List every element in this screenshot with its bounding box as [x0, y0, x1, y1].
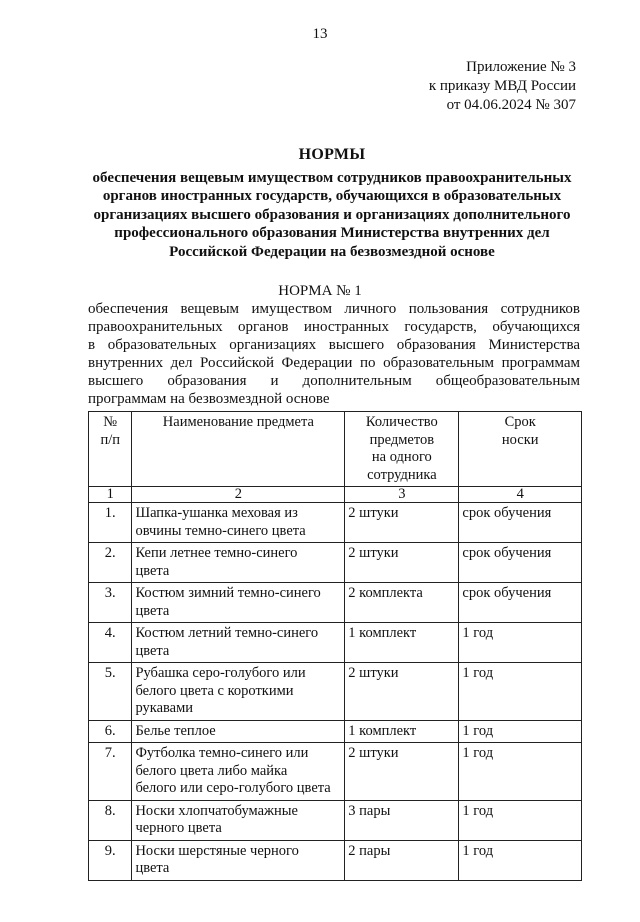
header-name — [132, 412, 345, 487]
items-table — [88, 411, 582, 881]
header-text: № — [103, 414, 118, 430]
item-name-line: Рубашка серо-голубого или — [135, 665, 306, 681]
header-qty — [345, 412, 459, 487]
document-title — [84, 146, 580, 261]
row-number: 9. — [89, 840, 132, 880]
header-text: Срок — [504, 414, 536, 430]
column-number: 4 — [459, 487, 582, 503]
item-term: 1 год — [459, 743, 582, 801]
item-name-line: белого цвета с короткими — [135, 682, 294, 699]
item-term: срок обучения — [459, 503, 582, 543]
item-quantity: 1 комплект — [345, 720, 459, 743]
norm-line: в образовательных организациях высшего образования Министерства — [88, 337, 580, 353]
title-line: организациях высшего образования и организациях дополнительного — [93, 206, 571, 223]
item-quantity: 2 комплекта — [345, 583, 459, 623]
column-number-row — [89, 487, 582, 503]
norm-description — [88, 300, 580, 408]
item-name-line: белого цвета либо майка — [135, 762, 288, 779]
item-name — [132, 623, 345, 663]
item-name — [132, 583, 345, 623]
title-line: органов иностранных государств, обучающихся в образовательных — [102, 188, 562, 204]
table-row — [89, 623, 582, 663]
norm-line: высшего образования и дополнительным общеобразовательным — [88, 373, 580, 389]
header-text: на одного — [371, 449, 432, 465]
item-term: срок обучения — [459, 543, 582, 583]
header-num — [89, 412, 132, 487]
item-name-line: цвета — [135, 642, 170, 659]
norm-line: программам на безвозмездной основе — [88, 391, 330, 407]
item-name — [132, 503, 345, 543]
title-line: Российской Федерации на безвозмездной основе — [169, 243, 495, 260]
item-name-line: белого или серо-голубого цвета — [135, 780, 331, 796]
header-term — [459, 412, 582, 487]
item-name — [132, 663, 345, 721]
table-header-row — [89, 412, 582, 487]
item-term: 1 год — [459, 720, 582, 743]
item-name — [132, 800, 345, 840]
column-number: 2 — [132, 487, 345, 503]
item-name-line: овчины темно-синего цвета — [135, 522, 306, 539]
item-quantity: 3 пары — [345, 800, 459, 840]
row-number: 2. — [89, 543, 132, 583]
row-number: 7. — [89, 743, 132, 801]
row-number: 8. — [89, 800, 132, 840]
header-text: Наименование предмета — [162, 414, 314, 430]
appendix-line: к приказу МВД России — [428, 78, 576, 94]
table-row — [89, 743, 582, 801]
item-term: 1 год — [459, 840, 582, 880]
header-text: сотрудника — [367, 466, 437, 483]
header-text: предметов — [369, 431, 435, 448]
norm-line: обеспечения вещевым имуществом личного пользования сотрудников — [88, 301, 580, 317]
norm-line: правоохранительных органов иностранных государств, обучающихся — [88, 319, 580, 335]
title-line: профессионального образования Министерства внутренних дел — [114, 225, 550, 241]
item-quantity: 2 штуки — [345, 543, 459, 583]
row-number: 3. — [89, 583, 132, 623]
item-name-line: цвета — [135, 602, 170, 619]
item-name-line: цвета — [135, 562, 170, 579]
header-text: п/п — [100, 431, 120, 448]
item-name-line: черного цвета — [135, 820, 222, 836]
row-number: 1. — [89, 503, 132, 543]
page-number: 13 — [312, 26, 328, 42]
appendix-line: Приложение № 3 — [466, 59, 576, 75]
item-name — [132, 543, 345, 583]
item-name — [132, 720, 345, 743]
item-quantity: 2 штуки — [345, 663, 459, 721]
title-heading: НОРМЫ — [298, 146, 366, 163]
table-row — [89, 543, 582, 583]
item-quantity: 1 комплект — [345, 623, 459, 663]
title-line: обеспечения вещевым имуществом сотрудников правоохранительных — [92, 169, 572, 186]
table-row — [89, 840, 582, 880]
item-term: 1 год — [459, 623, 582, 663]
appendix-line: от 04.06.2024 № 307 — [446, 97, 576, 113]
row-number: 6. — [89, 720, 132, 743]
table-row — [89, 503, 582, 543]
item-name-line: Белье теплое — [135, 722, 216, 739]
row-number: 4. — [89, 623, 132, 663]
item-quantity: 2 штуки — [345, 503, 459, 543]
item-name-line: Шапка-ушанка меховая из — [135, 505, 298, 521]
norm-title: НОРМА № 1 — [278, 283, 362, 299]
column-number: 3 — [345, 487, 459, 503]
item-name-line: Костюм летний темно-синего — [135, 625, 319, 641]
item-name — [132, 743, 345, 801]
item-quantity: 2 пары — [345, 840, 459, 880]
table-row — [89, 663, 582, 721]
row-number: 5. — [89, 663, 132, 721]
norm-line: внутренних дел Российской Федерации по образовательным программам — [88, 355, 580, 371]
item-name-line: Футболка темно-синего или — [135, 745, 309, 761]
table-row — [89, 720, 582, 743]
table-row — [89, 800, 582, 840]
item-name-line: Носки хлопчатобумажные — [135, 802, 298, 819]
item-name — [132, 840, 345, 880]
item-quantity: 2 штуки — [345, 743, 459, 801]
item-name-line: цвета — [135, 860, 170, 876]
item-name-line: Носки шерстяные черного — [135, 842, 299, 859]
header-text: носки — [501, 431, 539, 448]
item-name-line: Костюм зимний темно-синего — [135, 585, 321, 601]
item-term: срок обучения — [459, 583, 582, 623]
item-term: 1 год — [459, 800, 582, 840]
table-row — [89, 583, 582, 623]
item-term: 1 год — [459, 663, 582, 721]
header-text: Количество — [365, 414, 438, 430]
item-name-line: рукавами — [135, 700, 194, 716]
item-name-line: Кепи летнее темно-синего — [135, 545, 298, 561]
appendix-block — [429, 58, 576, 115]
column-number: 1 — [89, 487, 132, 503]
